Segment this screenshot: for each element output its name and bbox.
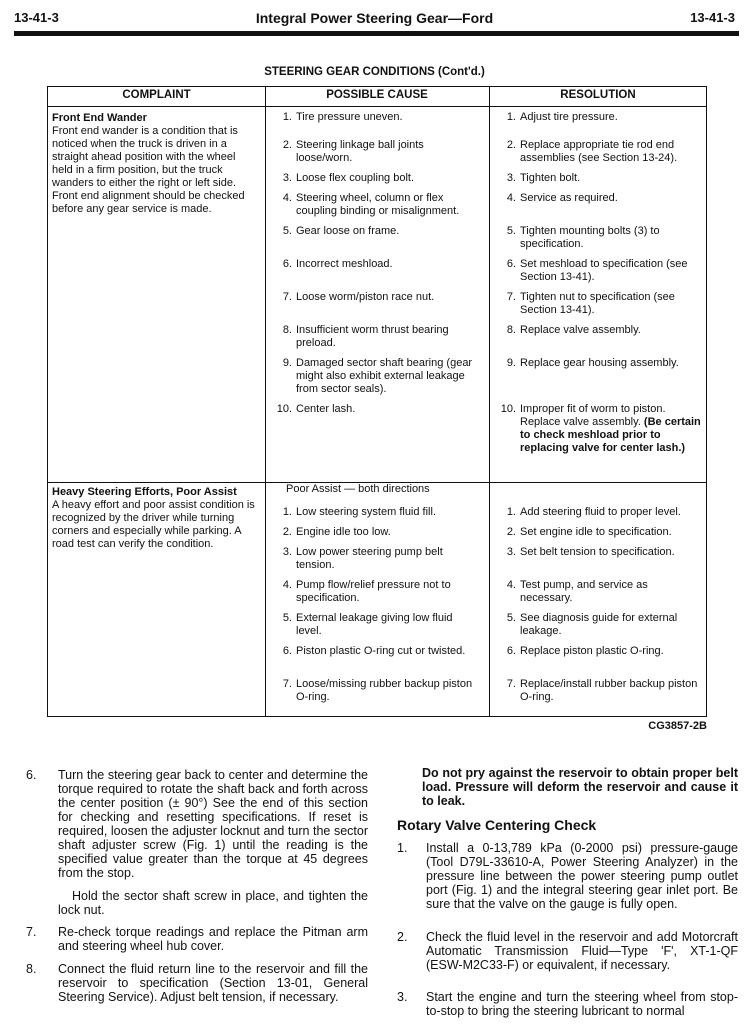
item-number: 1. (282, 111, 292, 123)
item-number: 8. (506, 324, 516, 336)
resolution-item (498, 111, 702, 124)
cause-item (274, 526, 480, 539)
column-divider (489, 87, 490, 716)
item-text: Add steering fluid to proper level. (520, 506, 681, 518)
resolution-item (498, 678, 702, 704)
warning-note: Do not pry against the reservoir to obtain proper belt load. Pressure will deform the reservoir and cause it to leak. (422, 766, 738, 808)
item-number: 2. (506, 139, 516, 151)
item-text: Loose flex coupling bolt. (296, 172, 415, 184)
item-text: Replace valve assembly. (520, 324, 641, 336)
cause-item (274, 172, 480, 185)
item-text: Set meshload to specification (see Section 13-41). (520, 258, 688, 283)
section-heading: Rotary Valve Centering Check (397, 817, 597, 833)
item-number: 3. (506, 172, 516, 184)
item-text (520, 403, 702, 455)
item-number: 2. (506, 526, 516, 538)
page-title: Integral Power Steering Gear—Ford (255, 10, 494, 26)
item-number: 7. (282, 291, 292, 303)
item-number: 8. (282, 324, 292, 336)
item-text: Tighten mounting bolts (3) to specification. (520, 225, 660, 250)
resolution-item (498, 291, 702, 317)
resolution-item (498, 324, 702, 337)
item-text: Replace appropriate tie rod end assemblies (see Section 13-24). (520, 139, 678, 164)
cause-item (274, 506, 480, 519)
item-number: 2. (282, 526, 292, 538)
item-text: Tighten nut to specification (see Section 13-41). (520, 291, 675, 316)
item-number: 1. (506, 506, 516, 518)
item-text: Set belt tension to specification. (520, 546, 675, 558)
column-header-cause: POSSIBLE CAUSE (326, 89, 428, 101)
item-text: Gear loose on frame. (296, 225, 400, 237)
item-number: 9. (506, 357, 516, 369)
item-text: Damaged sector shaft bearing (gear might also exhibit external leakage from sector seals). (296, 357, 473, 395)
item-text: Replace/install rubber backup piston O-ring. (520, 678, 698, 703)
item-number: 3. (282, 546, 292, 558)
header-divider (48, 106, 706, 107)
cause-item (274, 645, 480, 658)
item-number: 6. (506, 258, 516, 270)
complaint-cell (52, 112, 258, 216)
item-text: Insufficient worm thrust bearing preload. (296, 324, 449, 349)
resolution-item (498, 357, 702, 370)
resolution-item (498, 645, 702, 658)
item-text: Replace piston plastic O-ring. (520, 645, 664, 657)
column-divider (265, 87, 266, 716)
step-text: Install a 0-13,789 kPa (0-2000 psi) pressure-gauge (Tool D79L-33610-A, Power Steering Analyzer) in the pressure line between the power steering pump outlet port (Fig. 1) and the integral steering gear inlet port. Be sure that the valve on the gauge is fully open. (426, 841, 738, 911)
step-text: Connect the fluid return line to the reservoir and fill the reservoir to specification (Section 13-01, General Steering Service). Adjust belt tension, if necessary. (58, 962, 368, 1004)
item-number: 6. (506, 645, 516, 657)
step-number: 8. (26, 962, 37, 976)
item-number: 4. (282, 579, 292, 591)
resolution-item (498, 225, 702, 251)
item-number: 5. (506, 225, 516, 237)
cause-item (274, 678, 480, 704)
cause-item (274, 546, 480, 572)
resolution-item (498, 192, 702, 205)
item-text: Pump flow/relief pressure not to specification. (296, 579, 451, 604)
cause-item (274, 258, 480, 271)
cause-subheader-text: Poor Assist — both directions (286, 483, 430, 495)
item-text: Replace gear housing assembly. (520, 357, 679, 369)
resolution-item (498, 526, 702, 539)
page-number-right: 13-41-3 (690, 10, 735, 25)
step-number: 6. (26, 768, 37, 782)
item-text: Adjust tire pressure. (520, 111, 618, 123)
resolution-item (498, 258, 702, 284)
item-text: Center lash. (296, 403, 356, 415)
item-number: 4. (282, 192, 292, 204)
item-number: 10. (276, 403, 292, 415)
step-text: Turn the steering gear back to center and determine the torque required to rotate the shaft back and forth across the center position (± 90°) See the end of this section for checking and resetting specifications. If reset is required, loosen the adjuster locknut and turn the sector shaft adjuster screw (Fig. 1) until the reading is the specified value greater than the torque at 45 degrees from the stop. (58, 768, 368, 880)
item-number: 3. (506, 546, 516, 558)
column-header-resolution: RESOLUTION (560, 89, 636, 101)
item-number: 1. (282, 506, 292, 518)
item-text: Steering wheel, column or flex coupling binding or misalignment. (296, 192, 460, 217)
step-number: 2. (397, 930, 408, 944)
resolution-item (498, 172, 702, 185)
item-number: 7. (506, 291, 516, 303)
item-number: 9. (282, 357, 292, 369)
step-number: 1. (397, 841, 408, 855)
item-text: Loose/missing rubber backup piston O-ring. (296, 678, 473, 703)
item-text: Low power steering pump belt tension. (296, 546, 443, 571)
item-number: 7. (282, 678, 292, 690)
cause-item (274, 111, 480, 124)
step-number: 7. (26, 925, 37, 939)
item-number: 4. (506, 579, 516, 591)
item-text: Loose worm/piston race nut. (296, 291, 435, 303)
resolution-text: Improper fit of worm to piston. Replace valve assembly. (520, 403, 666, 428)
complaint-cell (52, 486, 258, 551)
page-number-left: 13-41-3 (14, 10, 59, 25)
step-text: Hold the sector shaft screw in place, and tighten the lock nut. (58, 889, 368, 917)
resolution-item (498, 506, 702, 519)
item-text: External leakage giving low fluid level. (296, 612, 453, 637)
step-text: Start the engine and turn the steering wheel from stop-to-stop to bring the steering lubricant to normal (426, 990, 738, 1018)
cause-item (274, 291, 480, 304)
cause-item (274, 139, 480, 165)
item-text: Steering linkage ball joints loose/worn. (296, 139, 424, 164)
item-number: 6. (282, 258, 292, 270)
item-text: Test pump, and service as necessary. (520, 579, 648, 604)
page-header (0, 0, 749, 40)
item-text: Tire pressure uneven. (296, 111, 403, 123)
cause-item (274, 612, 480, 638)
item-number: 1. (506, 111, 516, 123)
item-text: Service as required. (520, 192, 618, 204)
resolution-item (498, 403, 702, 455)
item-text: Engine idle too low. (296, 526, 391, 538)
item-number: 10. (500, 403, 516, 415)
item-number: 5. (282, 225, 292, 237)
resolution-item (498, 612, 702, 638)
cause-subheader (274, 483, 480, 496)
step-number: 3. (397, 990, 408, 1004)
item-number: 2. (282, 139, 292, 151)
complaint-title: Heavy Steering Efforts, Poor Assist (52, 486, 237, 498)
complaint-description: A heavy effort and poor assist condition is recognized by the driver while turning corners and especially while parking. A road test can verify the condition. (52, 499, 255, 550)
cause-item (274, 192, 480, 218)
figure-code: CG3857-2B (648, 720, 707, 732)
item-number: 5. (506, 612, 516, 624)
item-text: Piston plastic O-ring cut or twisted. (296, 645, 466, 657)
item-text: Tighten bolt. (520, 172, 581, 184)
complaint-title: Front End Wander (52, 112, 147, 124)
item-number: 5. (282, 612, 292, 624)
item-text: Incorrect meshload. (296, 258, 393, 270)
resolution-item (498, 546, 702, 559)
step-text: Re-check torque readings and replace the Pitman arm and steering wheel hub cover. (58, 925, 368, 953)
cause-item (274, 324, 480, 350)
item-number: 4. (506, 192, 516, 204)
item-text: See diagnosis guide for external leakage. (520, 612, 678, 637)
cause-item (274, 403, 480, 416)
item-text: Set engine idle to specification. (520, 526, 672, 538)
item-number: 7. (506, 678, 516, 690)
column-header-complaint: COMPLAINT (122, 89, 191, 101)
complaint-description: Front end wander is a condition that is noticed when the truck is driven in a straight ahead position with the wheel held in a firm position, but the truck wanders to either the right or left side. Front end alignment should be checked before any gear service is made. (52, 125, 245, 215)
cause-item (274, 225, 480, 238)
step-text: Check the fluid level in the reservoir and add Motorcraft Automatic Transmission Fluid—Type 'F', XT-1-QF (ESW-M2C33-F) or equivalent, if necessary. (426, 930, 738, 972)
resolution-emphasis: (Be certain to check meshload prior to replacing valve for center lash.) (520, 416, 701, 454)
item-text: Low steering system fluid fill. (296, 506, 436, 518)
header-rule (14, 31, 739, 36)
resolution-item (498, 139, 702, 165)
table-title: STEERING GEAR CONDITIONS (Cont'd.) (264, 66, 485, 78)
cause-item (274, 357, 480, 396)
item-number: 3. (282, 172, 292, 184)
conditions-table (47, 86, 707, 717)
cause-item (274, 579, 480, 605)
resolution-item (498, 579, 702, 605)
item-number: 6. (282, 645, 292, 657)
